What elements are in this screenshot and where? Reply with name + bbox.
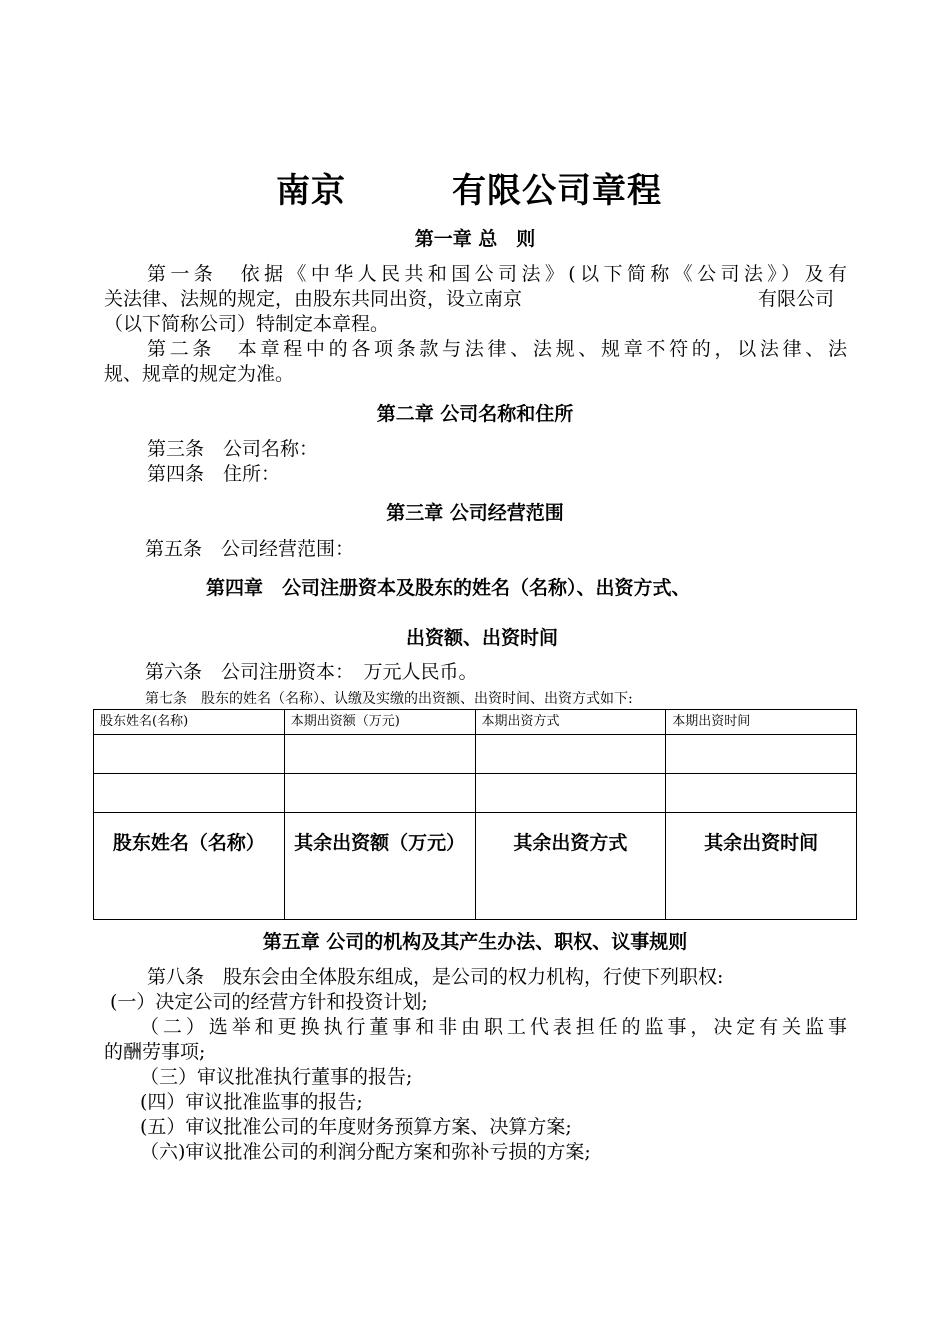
chapter2-heading: 第二章 公司名称和住所 [376,403,574,425]
table-row [94,735,857,774]
art7: 第七条 股东的姓名（名称）、认缴及实缴的出资额、出资时间、出资方式如下: [145,691,633,707]
art2-line2: 规、规章的规定为准。 [104,363,295,385]
table-bold-row [94,813,857,920]
capital-table [93,709,857,920]
chapter4-heading-line2: 出资额、出资时间 [406,627,559,649]
art4: 第四条 住所： [147,463,281,485]
table-header-row [94,710,857,735]
art1-line3: （以下简称公司）特制定本章程。 [104,313,390,335]
table-header-cell: 本期出资时间 [666,710,857,735]
table-bold-cell: 其余出资额（万元） [284,813,475,920]
table-cell [94,774,285,813]
list-item: （二）选举和更换执行董事和非由职工代表担任的监事，决定有关监事 [140,1016,847,1038]
art3: 第三条 公司名称： [147,438,319,460]
list-item: (一）决定公司的经营方针和投资计划; [110,991,428,1013]
list-item: （六)审议批准公司的利润分配方案和弥补亏损的方案; [140,1141,591,1163]
art1-line1: 第一条 依据《中华人民共和国公司法》(以下简称《公司法》）及有 [147,263,847,285]
list-item: (五）审议批准公司的年度财务预算方案、决算方案; [140,1116,572,1138]
table-cell [666,735,857,774]
title-right: 有限公司章程 [452,171,662,211]
table-cell [666,774,857,813]
list-item: (四）审议批准监事的报告; [140,1091,363,1113]
chapter1-heading: 第一章 总 则 [414,228,536,250]
table-cell [284,735,475,774]
art8: 第八条 股东会由全体股东组成，是公司的权力机构，行使下列职权: [147,966,724,988]
art2-line1: 第二条 本章程中的各项条款与法律、法规、规章不符的，以法律、法 [147,338,847,360]
art1-line2a: 关法律、法规的规定，由股东共同出资，设立南京 [104,288,523,310]
table-bold-cell: 其余出资方式 [475,813,666,920]
art6: 第六条 公司注册资本： 万元人民币。 [145,661,478,683]
table-header-cell: 本期出资额（万元) [284,710,475,735]
table-row [94,774,857,813]
table-cell [475,774,666,813]
table-cell [284,774,475,813]
table-header-cell: 股东姓名(名称) [94,710,285,735]
table-cell [475,735,666,774]
chapter3-heading: 第三章 公司经营范围 [386,502,564,524]
list-item: 的酬劳事项; [104,1041,206,1063]
title-left: 南京 [276,171,346,211]
chapter5-heading: 第五章 公司的机构及其产生办法、职权、议事规则 [262,931,688,953]
list-item: （三）审议批准执行董事的报告; [140,1066,413,1088]
chapter4-heading-line1: 第四章 公司注册资本及股东的姓名（名称）、出资方式、 [206,577,691,599]
table-bold-cell: 其余出资时间 [666,813,857,920]
art5: 第五条 公司经营范围： [145,538,355,560]
art1-line2b: 有限公司 [758,288,835,310]
table-header-cell: 本期出资方式 [475,710,666,735]
table-cell [94,735,285,774]
table-bold-cell: 股东姓名（名称） [94,813,285,920]
